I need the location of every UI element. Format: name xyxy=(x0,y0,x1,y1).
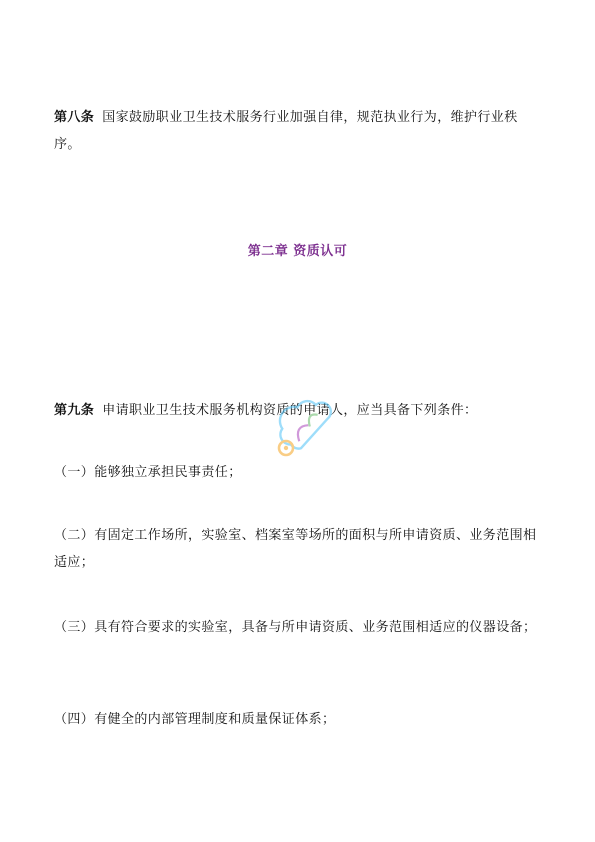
condition-2: （二）有固定工作场所，实验室、档案室等场所的面积与所申请资质、业务范围相适应； xyxy=(54,528,537,570)
article-9-text: 申请职业卫生技术服务机构资质的申请人，应当具备下列条件： xyxy=(102,403,478,418)
condition-3: （三）具有符合要求的实验室，具备与所申请资质、业务范围相适应的仪器设备； xyxy=(54,620,537,635)
article-8 xyxy=(54,104,542,158)
chapter-2-title: 第二章 资质认可 xyxy=(247,244,348,259)
article-8-number: 第八条 xyxy=(54,110,95,125)
condition-1: （一）能够独立承担民事责任； xyxy=(54,465,242,480)
cloud-logo-icon xyxy=(262,382,346,466)
article-9-number: 第九条 xyxy=(54,403,95,418)
condition-4: （四）有健全的内部管理制度和质量保证体系； xyxy=(54,712,336,727)
article-8-text: 国家鼓励职业卫生技术服务行业加强自律，规范执业行为，维护行业秩序。 xyxy=(54,110,518,152)
